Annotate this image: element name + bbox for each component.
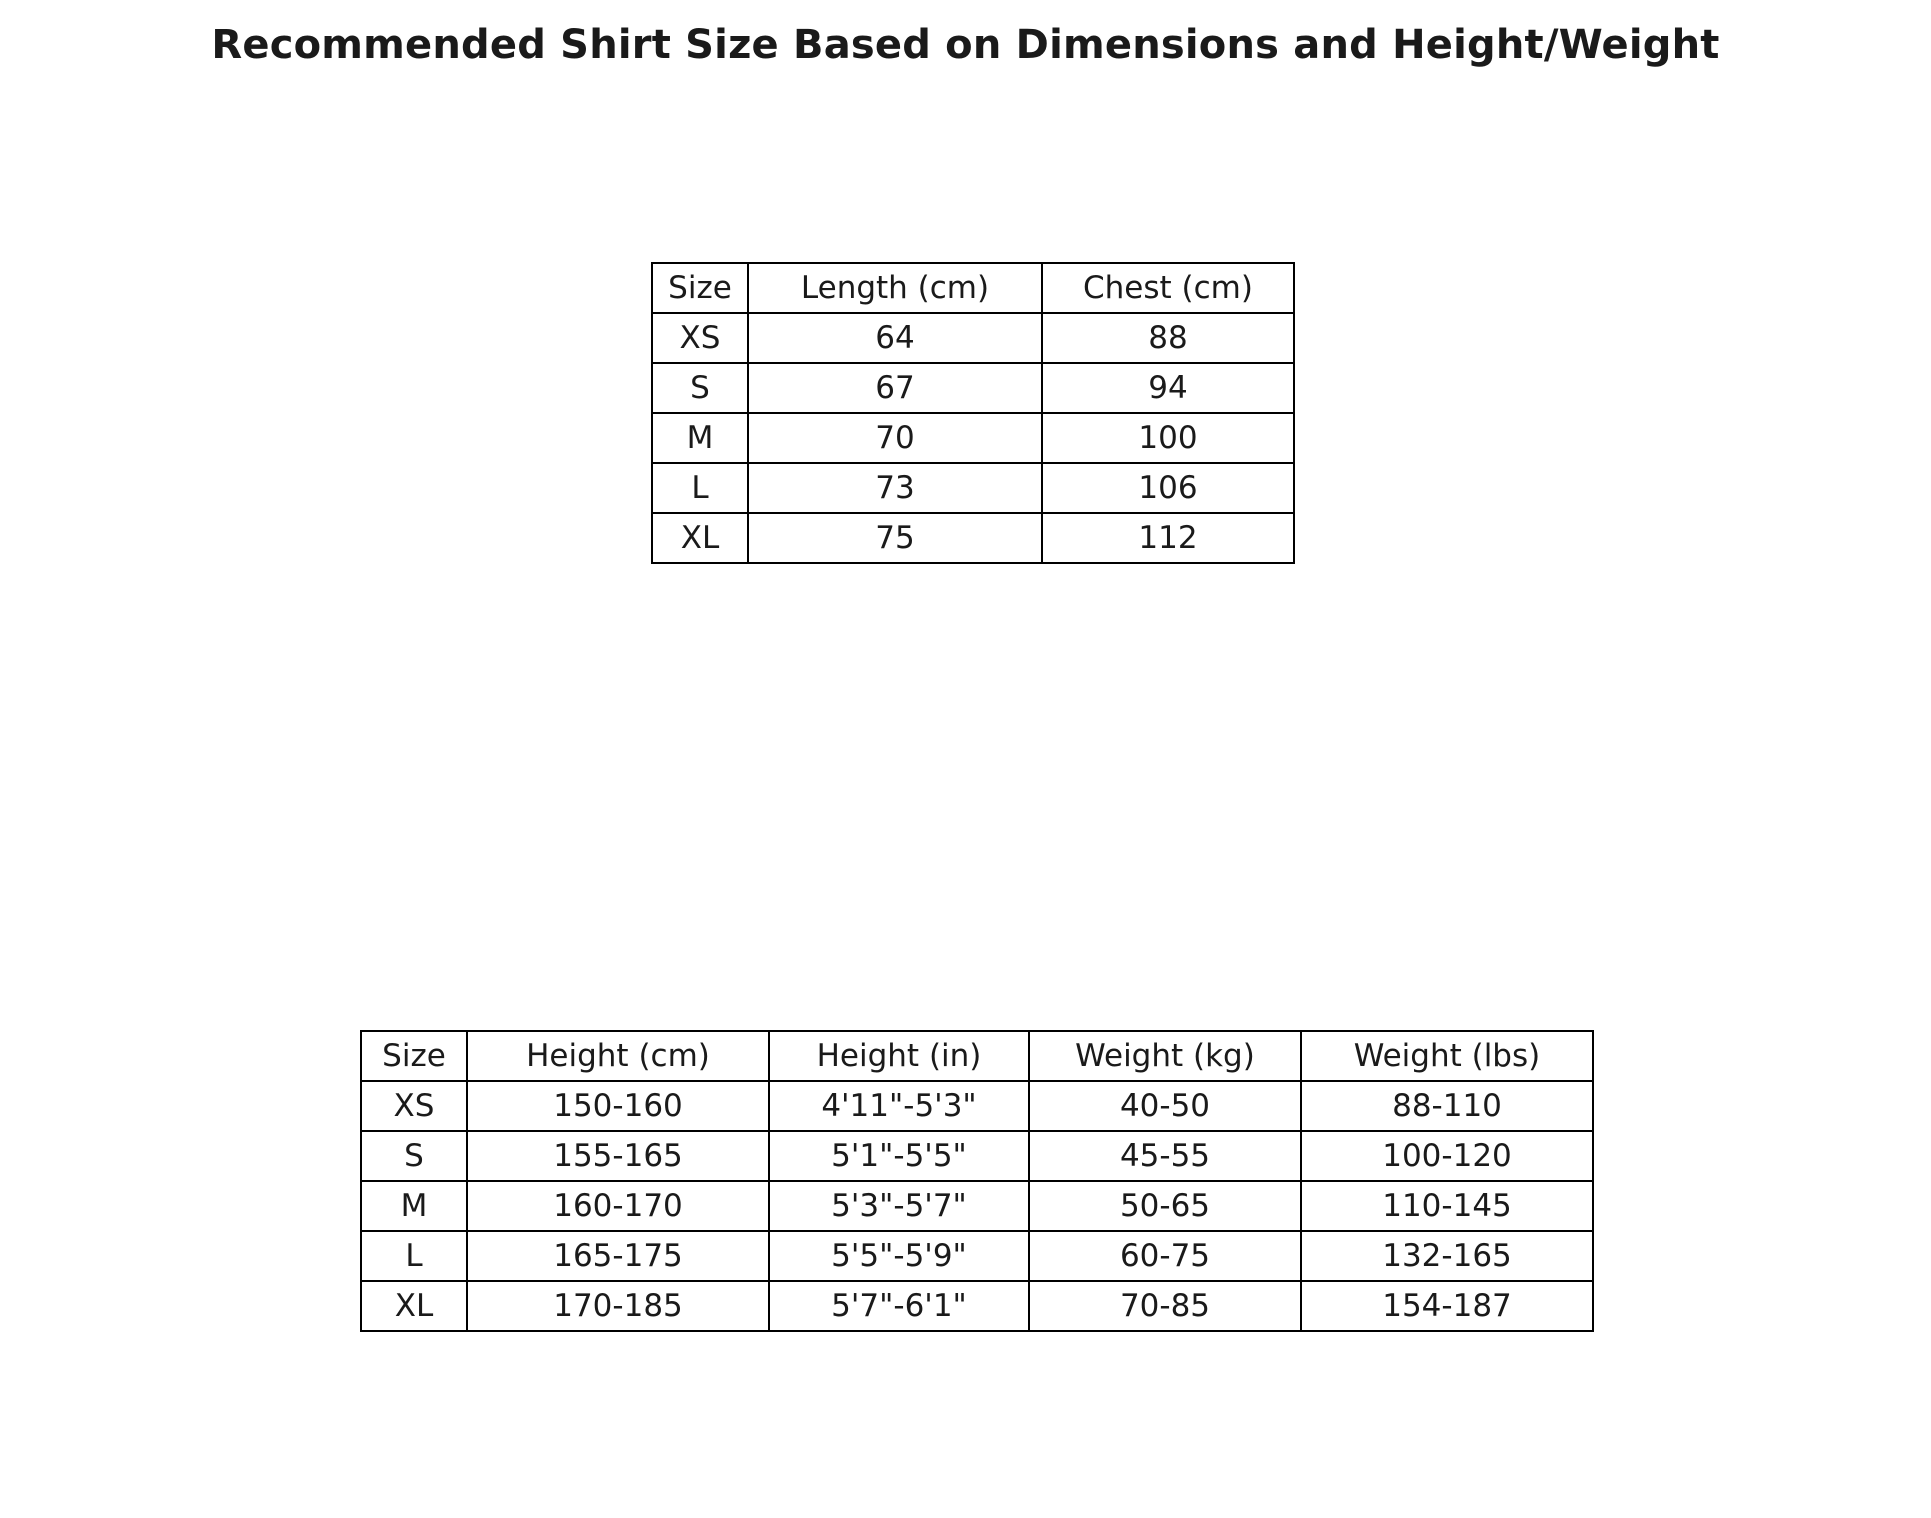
- cell-height-cm: 155-165: [467, 1131, 769, 1181]
- cell-weight-kg: 60-75: [1029, 1231, 1301, 1281]
- cell-length: 75: [748, 513, 1042, 563]
- cell-height-cm: 170-185: [467, 1281, 769, 1331]
- table-header-row: [652, 263, 1294, 313]
- column-header-height-in: Height (in): [769, 1031, 1029, 1081]
- cell-weight-lbs: 110-145: [1301, 1181, 1593, 1231]
- cell-weight-kg: 70-85: [1029, 1281, 1301, 1331]
- cell-height-cm: 150-160: [467, 1081, 769, 1131]
- table-row: [652, 363, 1294, 413]
- cell-size: M: [652, 413, 748, 463]
- table-row: [361, 1281, 1593, 1331]
- column-header-weight-lbs: Weight (lbs): [1301, 1031, 1593, 1081]
- cell-size: L: [361, 1231, 467, 1281]
- cell-length: 73: [748, 463, 1042, 513]
- table-row: [361, 1231, 1593, 1281]
- cell-chest: 106: [1042, 463, 1294, 513]
- cell-chest: 112: [1042, 513, 1294, 563]
- cell-height-in: 5'5"-5'9": [769, 1231, 1029, 1281]
- cell-chest: 94: [1042, 363, 1294, 413]
- cell-weight-kg: 50-65: [1029, 1181, 1301, 1231]
- cell-chest: 88: [1042, 313, 1294, 363]
- cell-height-cm: 165-175: [467, 1231, 769, 1281]
- cell-size: XS: [652, 313, 748, 363]
- column-header-chest-cm: Chest (cm): [1042, 263, 1294, 313]
- cell-height-in: 4'11"-5'3": [769, 1081, 1029, 1131]
- cell-height-in: 5'7"-6'1": [769, 1281, 1029, 1331]
- body-measurements-table: [360, 1030, 1594, 1332]
- cell-weight-kg: 45-55: [1029, 1131, 1301, 1181]
- table-row: [652, 413, 1294, 463]
- table-row: [652, 513, 1294, 563]
- cell-size: M: [361, 1181, 467, 1231]
- cell-size: S: [652, 363, 748, 413]
- cell-size: XL: [652, 513, 748, 563]
- column-header-size: Size: [652, 263, 748, 313]
- cell-size: XS: [361, 1081, 467, 1131]
- cell-weight-lbs: 154-187: [1301, 1281, 1593, 1331]
- column-header-height-cm: Height (cm): [467, 1031, 769, 1081]
- cell-length: 70: [748, 413, 1042, 463]
- table-header-row: [361, 1031, 1593, 1081]
- cell-weight-kg: 40-50: [1029, 1081, 1301, 1131]
- column-header-length-cm: Length (cm): [748, 263, 1042, 313]
- cell-weight-lbs: 100-120: [1301, 1131, 1593, 1181]
- cell-height-in: 5'3"-5'7": [769, 1181, 1029, 1231]
- cell-chest: 100: [1042, 413, 1294, 463]
- table-row: [361, 1181, 1593, 1231]
- cell-size: S: [361, 1131, 467, 1181]
- table-row: [361, 1081, 1593, 1131]
- cell-length: 64: [748, 313, 1042, 363]
- table-row: [652, 463, 1294, 513]
- garment-dimensions-table: [651, 262, 1295, 564]
- cell-length: 67: [748, 363, 1042, 413]
- cell-weight-lbs: 132-165: [1301, 1231, 1593, 1281]
- table-row: [361, 1131, 1593, 1181]
- cell-size: XL: [361, 1281, 467, 1331]
- column-header-weight-kg: Weight (kg): [1029, 1031, 1301, 1081]
- cell-weight-lbs: 88-110: [1301, 1081, 1593, 1131]
- table-row: [652, 313, 1294, 363]
- page-title: Recommended Shirt Size Based on Dimensions and Height/Weight: [211, 22, 1720, 68]
- cell-size: L: [652, 463, 748, 513]
- column-header-size: Size: [361, 1031, 467, 1081]
- cell-height-cm: 160-170: [467, 1181, 769, 1231]
- cell-height-in: 5'1"-5'5": [769, 1131, 1029, 1181]
